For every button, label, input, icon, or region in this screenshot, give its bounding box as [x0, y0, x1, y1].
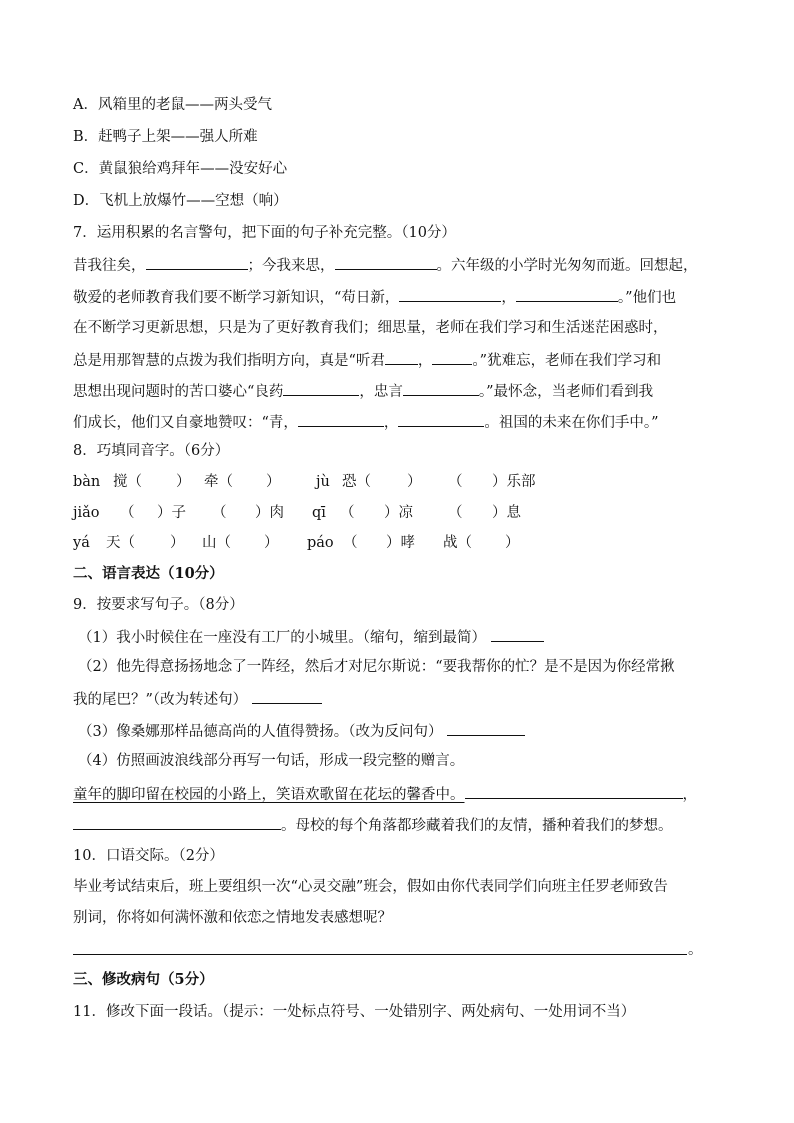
q10-line-1: 毕业考试结束后，班上要组织一次“心灵交融”班会，假如由你代表同学们向班主任罗老师致告 [73, 879, 668, 895]
q9-text: （3）像桑娜那样品德高尚的人值得赞扬。（改为反问句） [78, 724, 443, 740]
q7-text: ， [501, 290, 516, 306]
row-text: ） [170, 535, 185, 551]
pinyin-label: jiǎo [73, 505, 100, 521]
q7-text: ， [383, 415, 399, 431]
row-text: ） [407, 474, 422, 490]
row-text: ）凉 [384, 505, 413, 521]
q7-text: ，忠言 [359, 384, 403, 400]
row-text: （ [448, 505, 463, 521]
q7-line-6 [73, 411, 659, 433]
q9-item-4-line-2 [73, 814, 673, 836]
q7-line-1 [73, 254, 698, 276]
row-text: （ [340, 505, 355, 521]
q7-text: 昔我往矣， [73, 258, 146, 274]
pinyin-label: bàn [73, 474, 101, 490]
q9-title: 9．按要求写句子。（8分） [73, 597, 244, 613]
q7-text: 。祖国的未来在你们手中。” [484, 415, 659, 431]
row-text: ）肉 [255, 505, 284, 521]
row-text: ） [505, 535, 520, 551]
q7-line-2 [73, 286, 676, 308]
answer-blank[interactable] [398, 411, 484, 427]
row-text: ）息 [492, 505, 521, 521]
pinyin-label: yá [73, 535, 90, 551]
pinyin-label: qī [312, 505, 326, 521]
q10-end-mark: 。 [688, 942, 703, 958]
q7-text: 。”犹难忘，老师在我们学习和 [472, 353, 662, 369]
q9-item-4: （4）仿照画波浪线部分再写一句话，形成一段完整的赠言。 [78, 753, 465, 769]
answer-blank[interactable] [335, 254, 437, 270]
row-text: （ [212, 505, 227, 521]
q9-text: ， [682, 787, 697, 803]
row-text: ） [264, 535, 279, 551]
answer-blank[interactable] [447, 720, 525, 736]
q10-line-2: 别词，你将如何满怀激和依恋之情地发表感想呢？ [73, 910, 392, 926]
q7-text: 们成长，他们又自豪地赞叹：“青， [73, 415, 298, 431]
answer-blank[interactable] [465, 783, 683, 799]
answer-blank[interactable] [516, 286, 618, 302]
answer-blank[interactable] [385, 349, 418, 365]
q7-text: 。”最怀念，当老师们看到我 [478, 384, 654, 400]
row-text: （ [343, 535, 358, 551]
answer-blank[interactable] [491, 626, 544, 642]
q9-text: 。母校的每个角落都珍藏着我们的友情，播种着我们的梦想。 [281, 818, 673, 834]
q8-title: 8．巧填同音字。（6分） [73, 443, 230, 459]
answer-blank[interactable] [73, 814, 281, 830]
section-3-heading: 三、修改病句（5分） [73, 971, 214, 988]
row-text: ） [176, 474, 191, 490]
q7-title: 7．运用积累的名言警句，把下面的句子补充完整。（10分） [73, 225, 456, 241]
option-c: C．黄鼠狼给鸡拜年——没安好心 [73, 161, 288, 177]
row-text: ） [266, 474, 281, 490]
q9-item-3 [78, 720, 525, 742]
q7-text: 。六年级的小学时光匆匆而逝。回想起， [436, 258, 698, 274]
q11-title: 11．修改下面一段话。（提示：一处标点符号、一处错别字、两处病句、一处用词不当） [73, 1004, 636, 1020]
row-text: ）乐部 [492, 474, 536, 490]
pinyin-label: jù [316, 474, 330, 490]
q7-text: 总是用那智慧的点拨为我们指明方向，真是“听君 [73, 353, 385, 369]
wavy-underlined-sentence: 童年的脚印留在校园的小路上，笑语欢歌留在花坛的馨香中。 [73, 787, 465, 803]
row-text: 战（ [443, 535, 472, 551]
row-text: 恐（ [342, 474, 371, 490]
pinyin-label: páo [307, 535, 334, 551]
row-text: ）子 [157, 505, 186, 521]
section-2-heading: 二、语言表达（10分） [73, 565, 224, 582]
q9-item-2b [73, 688, 322, 710]
row-text: （ [120, 505, 135, 521]
q7-text: ， [417, 353, 433, 369]
q7-text: 敬爱的老师教育我们要不断学习新知识，“苟日新， [73, 290, 400, 306]
answer-blank[interactable] [252, 688, 322, 704]
q7-text: ；今我来思， [247, 258, 335, 274]
q7-text: 。”他们也 [617, 290, 677, 306]
q7-line-5 [73, 380, 653, 402]
q9-item-4-line [73, 783, 697, 805]
answer-blank[interactable] [432, 349, 472, 365]
q7-line-3: 在不断学习更新思想，只是为了更好教育我们；细思量，老师在我们学习和生活迷茫困惑时， [73, 320, 668, 336]
q9-text: 我的尾巴？”（改为转述句） [73, 692, 248, 708]
q9-text: （1）我小时候住在一座没有工厂的小城里。（缩句，缩到最简） [78, 630, 486, 646]
answer-blank[interactable] [399, 286, 501, 302]
row-text: （ [448, 474, 463, 490]
q7-text: 思想出现问题时的苦口婆心“良药 [73, 384, 284, 400]
option-b: B．赶鸭子上架——强人所难 [73, 129, 258, 145]
q9-item-2a: （2）他先得意扬扬地念了一阵经，然后才对尼尔斯说：“要我帮你的忙？是不是因为你经常揪 [78, 659, 675, 675]
answer-blank[interactable] [283, 380, 359, 396]
answer-blank[interactable] [298, 411, 384, 427]
answer-blank[interactable] [403, 380, 479, 396]
option-d: D．飞机上放爆竹——空想（响） [73, 193, 288, 209]
row-text: 搅（ [113, 474, 142, 490]
row-text: 牵（ [204, 474, 233, 490]
q9-item-1 [78, 626, 544, 648]
option-a: A．风箱里的老鼠——两头受气 [73, 97, 272, 113]
q7-line-4 [73, 349, 661, 371]
row-text: 山（ [202, 535, 231, 551]
row-text: 天（ [106, 535, 135, 551]
answer-line[interactable] [73, 954, 687, 955]
answer-blank[interactable] [146, 254, 248, 270]
q10-title: 10．口语交际。（2分） [73, 848, 224, 864]
row-text: ）哮 [386, 535, 415, 551]
